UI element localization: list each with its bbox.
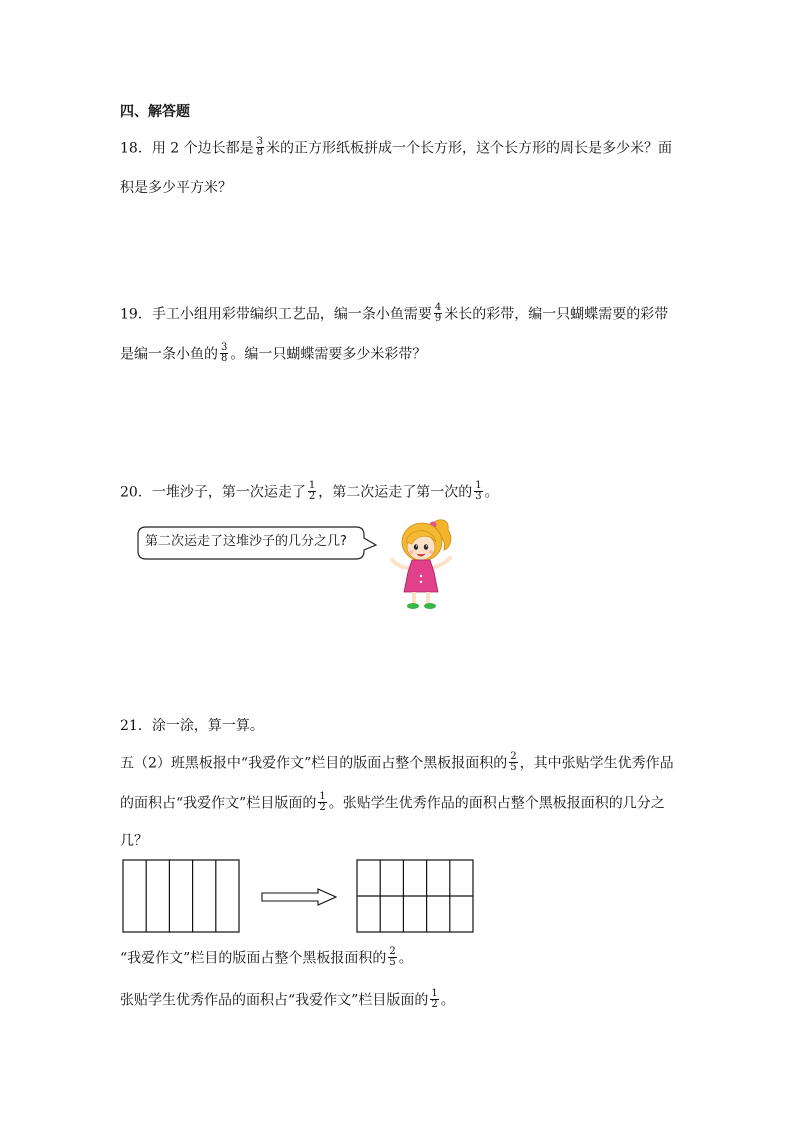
caption-2-fraction: $\frac{1}{2}$: [431, 988, 438, 1010]
q19-line2-suffix: 。编一只蝴蝶需要多少米彩带？: [230, 346, 427, 363]
caption-2-prefix: 张贴学生优秀作品的面积占“我爱作文”栏目版面的: [120, 992, 429, 1009]
q18-prefix: 18．用 2 个边长都是: [120, 140, 254, 157]
q18-suffix: 米的正方形纸板拼成一个长方形，这个长方形的周长是多少米？面: [266, 140, 672, 157]
diagram-rect-five-columns: [123, 860, 239, 932]
q21-line2-suffix: 。张贴学生优秀作品的面积占整个黑板报面积的几分之: [328, 795, 665, 812]
q21-fraction-2: $\frac{1}{2}$: [319, 791, 326, 813]
section-title: 四、解答题: [120, 104, 190, 120]
q20-prefix: 20．一堆沙子，第一次运走了: [120, 484, 306, 501]
q19-fraction-2: $\frac{3}{8}$: [221, 342, 228, 364]
q19-fraction-1: $\frac{4}{9}$: [434, 302, 442, 324]
q20-fraction-1: $\frac{1}{2}$: [308, 480, 316, 502]
q20-suffix: 。: [484, 484, 499, 501]
q21-line1-suffix: ，其中张贴学生优秀作品: [519, 755, 674, 772]
q19-mid: 米长的彩带，编一只蝴蝶需要的彩带: [444, 306, 669, 323]
caption-1-fraction: $\frac{2}{5}$: [389, 946, 396, 968]
q19-prefix: 19．手工小组用彩带编织工艺品，编一条小鱼需要: [120, 306, 432, 323]
q21-title: 21．涂一涂，算一算。: [120, 718, 264, 734]
q21-caption-1: [120, 948, 413, 969]
speech-bubble-text: 第二次运走了这堆沙子的几分之几?: [145, 534, 347, 549]
q21-line1-prefix: 五（2）班黑板报中“我爱作文”栏目的版面占整个黑板报面积的: [120, 755, 508, 772]
caption-1-prefix: “我爱作文”栏目的版面占整个黑板报面积的: [120, 950, 387, 967]
q21-fraction-1: $\frac{2}{5}$: [510, 751, 517, 773]
q20-mid: ，第二次运走了第一次的: [318, 484, 473, 501]
caption-2-suffix: 。: [440, 992, 455, 1009]
q21-caption-2: [120, 990, 455, 1011]
q18-fraction: $\frac{3}{8}$: [256, 136, 263, 158]
q18-line2: 积是多少平方米？: [120, 180, 232, 196]
q21-line2-prefix: 的面积占“我爱作文”栏目版面的: [120, 795, 317, 812]
q20-fraction-2: $\frac{1}{3}$: [475, 480, 482, 502]
q21-line3: 几？: [120, 833, 148, 849]
q19-line2-prefix: 是编一条小鱼的: [120, 346, 218, 363]
arrow-right-icon: [262, 889, 336, 905]
caption-1-suffix: 。: [398, 950, 413, 967]
